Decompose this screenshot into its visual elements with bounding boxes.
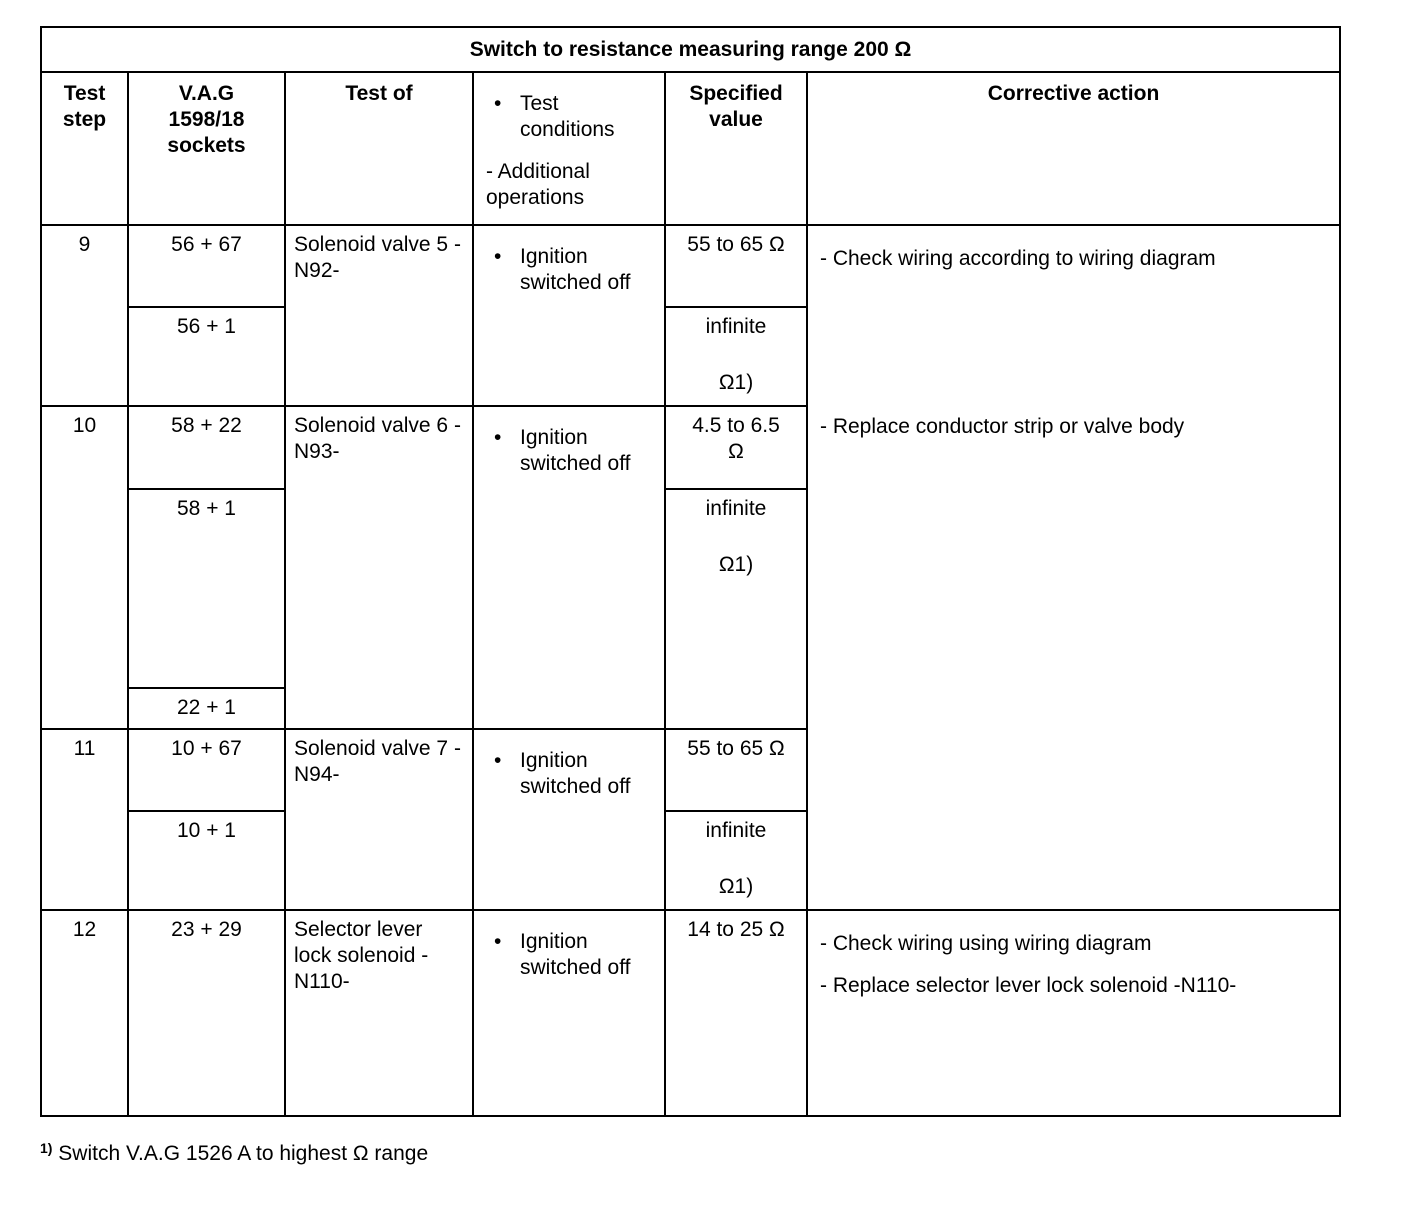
condition-10-text: Ignition switched off (520, 426, 631, 475)
header-test-step: Test step (41, 72, 128, 225)
sockets-9a: 56 + 67 (128, 225, 285, 307)
value-9b-text: infinite (705, 315, 767, 338)
step-10: 10 (41, 406, 128, 729)
condition-11 (473, 729, 665, 910)
corrective-replace-strip: - Replace conductor strip or valve body (820, 415, 1185, 438)
corrective-12-check: - Check wiring using wiring diagram (820, 932, 1152, 955)
sockets-12a: 23 + 29 (128, 910, 285, 1116)
bullet-icon: • (494, 92, 502, 115)
corrective-9-11 (807, 225, 1340, 910)
sockets-10b: 58 + 1 (128, 489, 285, 688)
value-9a: 55 to 65 Ω (665, 225, 807, 307)
footnote (40, 1142, 428, 1166)
sockets-10a: 58 + 22 (128, 406, 285, 489)
corrective-12-replace: - Replace selector lever lock solenoid -N110- (820, 974, 1237, 997)
sockets-10c: 22 + 1 (128, 688, 285, 729)
sockets-9b: 56 + 1 (128, 307, 285, 406)
test-of-12: Selector lever lock solenoid -N110- (285, 910, 473, 1116)
value-10a: 4.5 to 6.5 Ω (665, 406, 807, 489)
step-9: 9 (41, 225, 128, 406)
bullet-icon: • (494, 749, 502, 772)
value-10b-unit: Ω1) (718, 553, 754, 576)
table-title: Switch to resistance measuring range 200 Ω (41, 27, 1340, 72)
condition-11-text: Ignition switched off (520, 749, 631, 798)
value-11b-text: infinite (705, 819, 767, 842)
value-10b-text: infinite (705, 497, 767, 520)
bullet-icon: • (494, 426, 502, 449)
value-10b (665, 489, 807, 729)
test-table (40, 26, 1341, 1117)
value-9b-unit: Ω1) (718, 371, 754, 394)
test-of-9: Solenoid valve 5 -N92- (285, 225, 473, 406)
header-conditions-text: Test conditions (520, 92, 615, 141)
bullet-icon: • (494, 930, 502, 953)
corrective-check-wiring: - Check wiring according to wiring diagram (820, 247, 1216, 270)
value-12a: 14 to 25 Ω (665, 910, 807, 1116)
step-12: 12 (41, 910, 128, 1116)
step-11: 11 (41, 729, 128, 910)
bullet-icon: • (494, 245, 502, 268)
header-sockets: V.A.G 1598/18 sockets (128, 72, 285, 225)
condition-9 (473, 225, 665, 406)
condition-12 (473, 910, 665, 1116)
value-11b-unit: Ω1) (718, 875, 754, 898)
test-of-10: Solenoid valve 6 -N93- (285, 406, 473, 729)
value-9b (665, 307, 807, 406)
header-test-of: Test of (285, 72, 473, 225)
test-of-11: Solenoid valve 7 -N94- (285, 729, 473, 910)
header-corrective-action: Corrective action (807, 72, 1340, 225)
footnote-text: Switch V.A.G 1526 A to highest Ω range (58, 1142, 429, 1165)
sockets-11a: 10 + 67 (128, 729, 285, 811)
value-11b (665, 811, 807, 910)
header-additional-ops: - Additional operations (486, 160, 590, 209)
condition-12-text: Ignition switched off (520, 930, 631, 979)
sockets-11b: 10 + 1 (128, 811, 285, 910)
condition-10 (473, 406, 665, 729)
header-specified-value: Specified value (665, 72, 807, 225)
corrective-12 (807, 910, 1340, 1116)
condition-9-text: Ignition switched off (520, 245, 631, 294)
value-11a: 55 to 65 Ω (665, 729, 807, 811)
header-conditions (473, 72, 665, 225)
footnote-mark: 1) (40, 1140, 53, 1156)
